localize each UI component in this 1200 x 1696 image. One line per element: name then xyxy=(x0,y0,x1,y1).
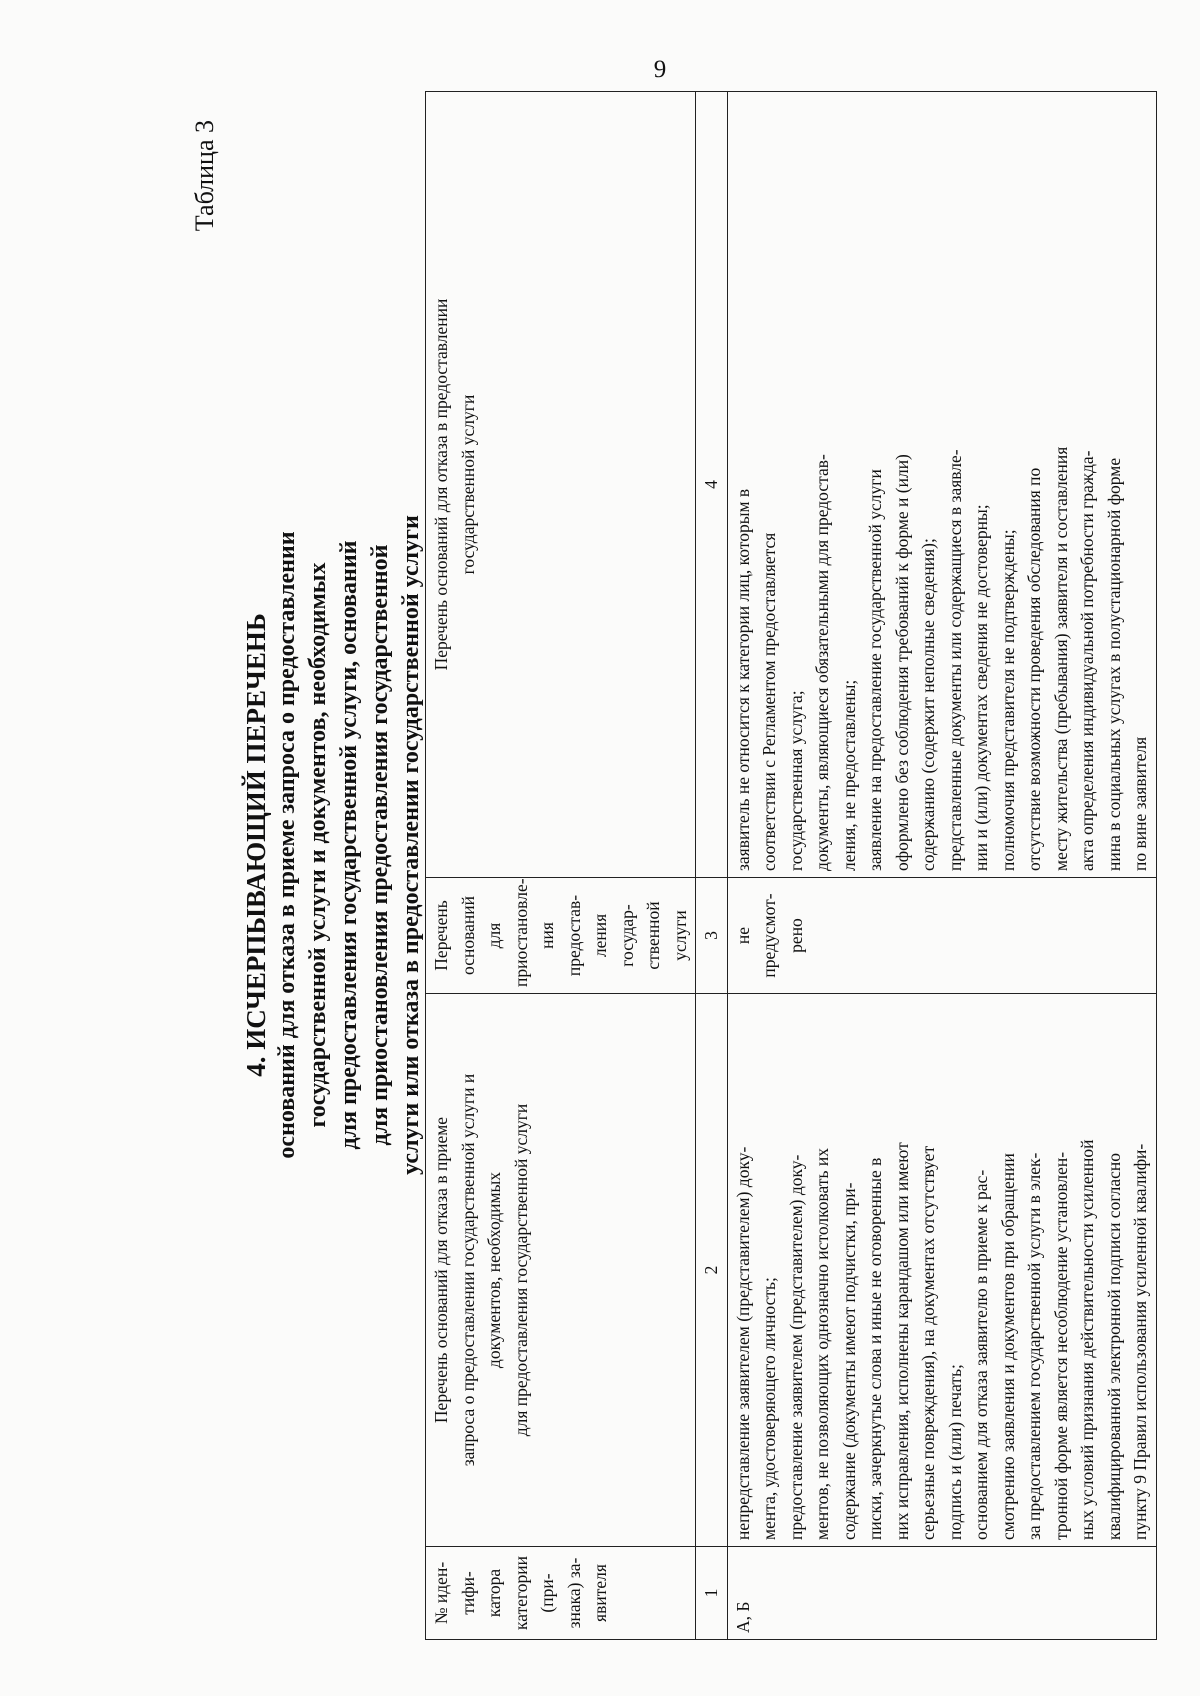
header-reception-refusal-grounds: Перечень оснований для отказа в приеме запроса о предоставлении государственной услуги и документов, необходимых для предоставления государственной услуги xyxy=(426,994,696,1547)
rotated-page-content xyxy=(150,70,1195,1650)
column-number: 3 xyxy=(696,878,728,994)
section-title: 4. ИСЧЕРПЫВАЮЩИЙ ПЕРЕЧЕНЬ xyxy=(241,613,271,1077)
heading-line: для предоставления государственной услуги, оснований xyxy=(336,540,362,1150)
reception-refusal-grounds-cell: непредставление заявителем (представителем) доку- мента, удостоверяющего личность; предоставление заявителем (представителем) доку- ментов, не позволяющих однозначно истолковать их содержание (документы имеют подчистки, при- писки, зачеркнутые слова и иные не оговоренные в них исправления, исполнены карандашом или имеют серьезные повреждения), на документах отсутствует подпись и (или) печать; основанием для отказа заявителю в приеме к рас- смотрению заявления и документов при обращении за предоставлением государственной услуги в элек- тронной форме является несоблюдение установлен- ных условий признания действительности усиленной квалифицированной электронной подписи согласно пункту 9 Правил использования усиленной квалифи- xyxy=(727,994,1156,1547)
table-row xyxy=(727,92,1156,1640)
category-cell: А, Б xyxy=(727,1547,1156,1640)
table-header-row xyxy=(426,92,696,1640)
column-number-row xyxy=(696,92,728,1640)
refusal-grounds-table xyxy=(425,91,1157,1640)
column-number: 1 xyxy=(696,1547,728,1640)
column-number: 4 xyxy=(696,92,728,878)
heading-line: услуги или отказа в предоставлении государственной услуги xyxy=(398,515,424,1175)
section-heading xyxy=(240,90,427,1600)
page-number: 9 xyxy=(653,56,667,83)
heading-line: для приостановления предоставления государственной xyxy=(367,544,393,1146)
service-refusal-grounds-cell: заявитель не относится к категории лиц, которым в соответствии с Регламентом предоставляется государственная услуга; документы, являющиеся обязательными для предостав- ления, не предоставлены; заявление на предоставление государственной услуги оформлено без соблюдения требований к форме и (или) содержанию (содержит неполные сведения); представленные документы или содержащиеся в заявле- нии и (или) документах сведения не достоверны; полномочия представителя не подтверждены; отсутствие возможности проведения обследования по месту жительства (пребывания) заявителя и составления акта определения индивидуальной потребности гражда- нина в социальных услугах в полустационарной форме по вине заявителя xyxy=(727,92,1156,878)
table-caption: Таблица 3 xyxy=(190,120,219,232)
column-number: 2 xyxy=(696,994,728,1547)
header-category-id: № иден- тифи- катора категории (при- знака) за- явителя xyxy=(426,1547,696,1640)
header-suspension-grounds: Перечень оснований для приостановле- ния предостав- ления государ- ственной услуги xyxy=(426,878,696,994)
heading-line: государственной услуги и документов, необходимых xyxy=(305,562,331,1128)
heading-line: оснований для отказа в приеме запроса о предоставлении xyxy=(274,531,300,1159)
suspension-grounds-cell: не предусмот- рено xyxy=(727,878,1156,994)
header-service-refusal-grounds: Перечень оснований для отказа в предоставлении государственной услуги xyxy=(426,92,696,878)
